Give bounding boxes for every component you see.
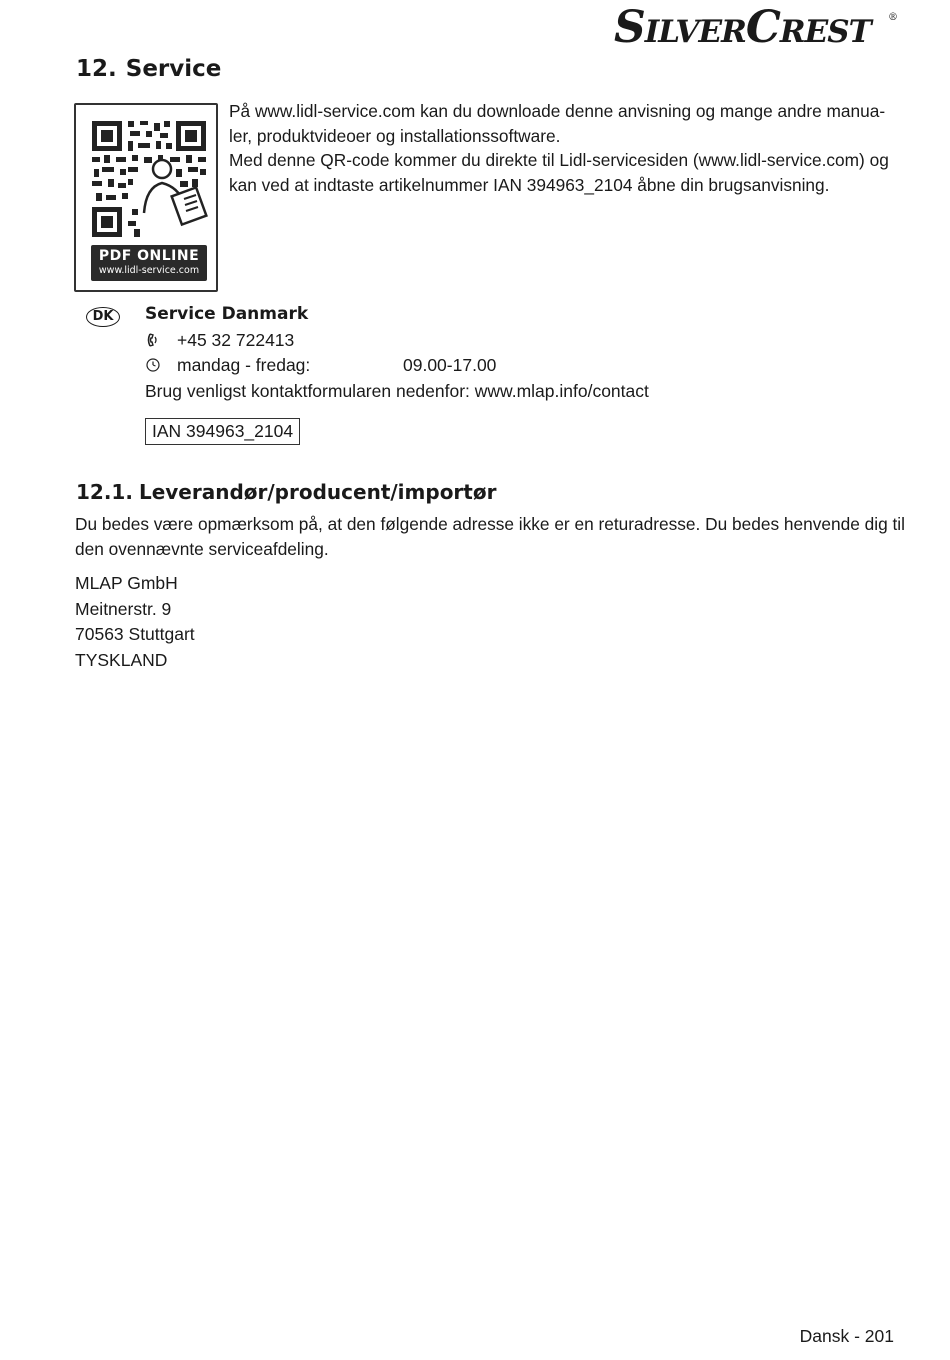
section-heading <box>76 56 221 82</box>
page-footer: Dansk - 201 <box>799 1326 894 1346</box>
address-city: 70563 Stuttgart <box>75 624 195 645</box>
address-street: Meitnerstr. 9 <box>75 598 172 619</box>
hours-row <box>145 353 649 379</box>
service-block <box>145 302 649 404</box>
address-block <box>75 571 195 674</box>
intro-text <box>229 99 909 197</box>
intro-line: Med denne QR-code kommer du direkte til Lidl-servicesiden (www.lidl-service.com) og <box>229 150 889 170</box>
subsection-title: Leverandør/producent/importør <box>138 480 497 504</box>
qr-code-icon <box>88 117 208 241</box>
subsection-number: 12.1. <box>76 480 133 504</box>
intro-line: På www.lidl-service.com kan du downloade denne anvisning og mange andre manua- <box>229 101 886 121</box>
intro-line: ler, produktvideoer og installationssoftware. <box>229 125 561 146</box>
subsection-heading <box>76 480 496 504</box>
section-title: Service <box>125 56 222 82</box>
hours-value: 09.00-17.00 <box>403 355 497 375</box>
logo-word-rest: REST <box>779 14 871 50</box>
service-title: Service Danmark <box>145 304 309 324</box>
logo-word-ilver: ILVER <box>644 14 746 50</box>
registered-mark: ® <box>888 12 897 23</box>
pdf-online-text: PDF ONLINE <box>98 248 200 264</box>
contact-text: Brug venligst kontaktformularen nedenfor: www.mlap.info/contact <box>145 380 649 401</box>
address-country: TYSKLAND <box>75 650 168 671</box>
phone-number: +45 32 722413 <box>177 329 295 350</box>
logo-letter-c: C <box>745 2 780 53</box>
intro-line: kan ved at indtaste artikelnummer IAN 394963_2104 åbne din brugsanvisning. <box>229 174 830 195</box>
paragraph-line: Du bedes være opmærksom på, at den følgende adresse ikke er en returadresse. Du bedes henvende dig til <box>75 514 905 534</box>
paragraph-line: den ovennævnte serviceafdeling. <box>75 538 329 559</box>
phone-icon <box>145 332 161 348</box>
hours-label: mandag - fredag: <box>177 355 311 375</box>
pdf-online-label <box>91 245 207 281</box>
address-company: MLAP GmbH <box>75 573 178 593</box>
section-number: 12. <box>76 56 117 82</box>
subsection-paragraph <box>75 512 915 561</box>
country-code-badge: DK <box>86 307 120 327</box>
qr-code-panel[interactable] <box>74 103 218 292</box>
clock-icon <box>145 357 161 373</box>
pdf-online-url: www.lidl-service.com <box>98 265 200 276</box>
silvercrest-logo <box>614 2 897 53</box>
phone-row <box>145 328 649 354</box>
ian-box: IAN 394963_2104 <box>145 418 300 445</box>
logo-letter-s: S <box>614 2 645 53</box>
